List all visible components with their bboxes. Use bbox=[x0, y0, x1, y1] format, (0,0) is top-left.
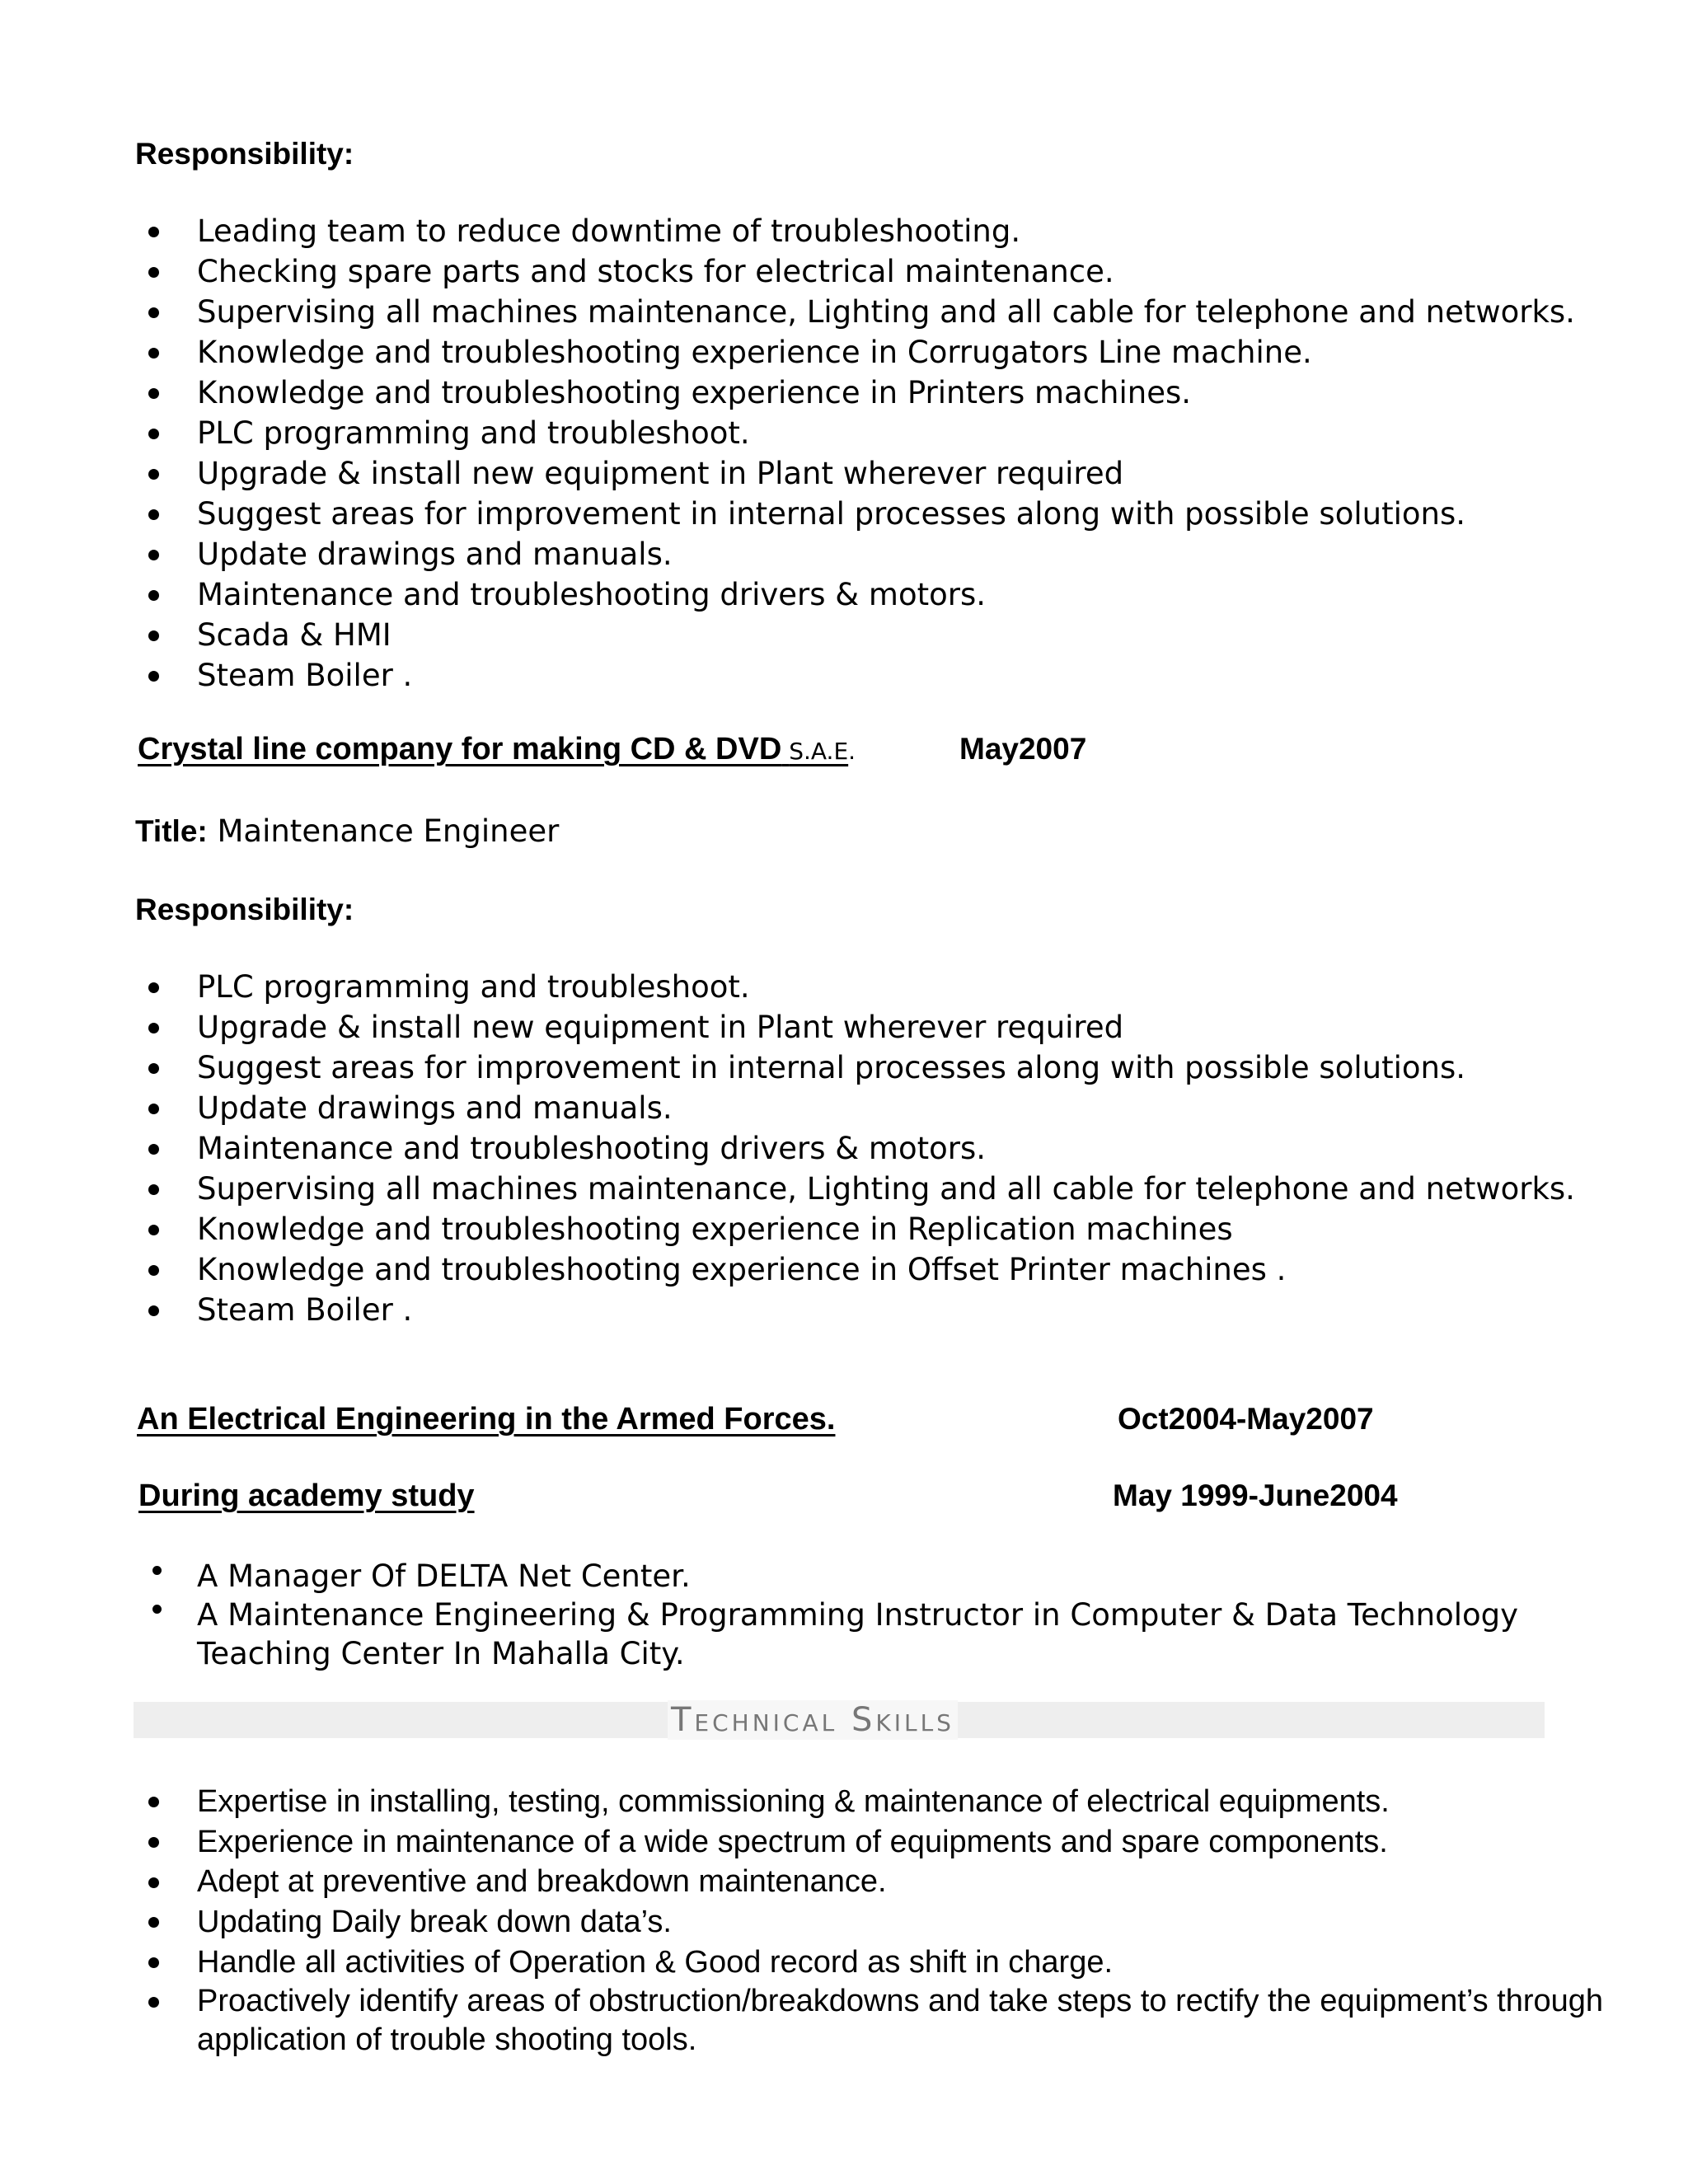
list-item: PLC programming and troubleshoot. bbox=[135, 967, 1575, 1007]
company-name: During academy study bbox=[138, 1479, 475, 1513]
section-title-technical-skills: Technical Skills bbox=[668, 1700, 958, 1740]
list-item: Update drawings and manuals. bbox=[135, 1088, 1575, 1128]
technical-skills-list bbox=[135, 1782, 1648, 2060]
list-item: Expertise in installing, testing, commissioning & maintenance of electrical equipments. bbox=[135, 1782, 1648, 1822]
list-item: PLC programming and troubleshoot. bbox=[135, 413, 1575, 453]
list-item: A Maintenance Engineering & Programming Instructor in Computer & Data Technology Teaching Center In Mahalla City. bbox=[135, 1596, 1557, 1673]
company-name: Crystal line company for making CD & DVD bbox=[138, 732, 782, 766]
list-item: Suggest areas for improvement in internal processes along with possible solutions. bbox=[135, 494, 1575, 534]
bullet-icon bbox=[148, 1797, 159, 1807]
bullet-icon bbox=[148, 590, 159, 601]
list-item: Suggest areas for improvement in internal processes along with possible solutions. bbox=[135, 1047, 1575, 1088]
bullet-icon bbox=[148, 1184, 159, 1195]
bullet-icon bbox=[148, 630, 159, 641]
square-bullet-icon bbox=[152, 1605, 162, 1614]
bullet-icon bbox=[148, 227, 159, 237]
list-item: Maintenance and troubleshooting drivers & motors. bbox=[135, 574, 1575, 615]
list-item: Checking spare parts and stocks for electrical maintenance. bbox=[135, 251, 1575, 292]
bullet-icon bbox=[148, 1063, 159, 1074]
bullet-icon bbox=[148, 550, 159, 560]
job-date: May 1999-June2004 bbox=[1113, 1479, 1398, 1512]
bullet-icon bbox=[148, 307, 159, 318]
company-suffix: S.A.E bbox=[789, 738, 849, 765]
list-item: A Manager Of DELTA Net Center. bbox=[135, 1557, 1557, 1596]
academy-list bbox=[135, 1557, 1557, 1673]
list-item: Knowledge and troubleshooting experience in Replication machines bbox=[135, 1209, 1575, 1249]
list-item: Knowledge and troubleshooting experience in Corrugators Line machine. bbox=[135, 332, 1575, 373]
bullet-icon bbox=[148, 1305, 159, 1316]
bullet-icon bbox=[148, 1997, 159, 2008]
bullet-icon bbox=[148, 509, 159, 520]
list-item: Scada & HMI bbox=[135, 615, 1575, 655]
responsibility-list-1 bbox=[135, 211, 1575, 696]
list-item: Experience in maintenance of a wide spectrum of equipments and spare components. bbox=[135, 1822, 1648, 1863]
job-title-line bbox=[135, 813, 559, 850]
list-item: Upgrade & install new equipment in Plant wherever required bbox=[135, 453, 1575, 494]
bullet-icon bbox=[148, 982, 159, 993]
bullet-icon bbox=[148, 1265, 159, 1276]
job-company-armed-forces bbox=[137, 1401, 835, 1437]
bullet-icon bbox=[148, 1225, 159, 1235]
job-company-academy bbox=[138, 1478, 475, 1514]
bullet-icon bbox=[148, 267, 159, 278]
bullet-icon bbox=[148, 1957, 159, 1968]
bullet-icon bbox=[148, 1877, 159, 1888]
list-item: Supervising all machines maintenance, Lighting and all cable for telephone and networks. bbox=[135, 1169, 1575, 1209]
bullet-icon bbox=[148, 348, 159, 359]
list-item: Proactively identify areas of obstruction/breakdowns and take steps to rectify the equipment’s through application of trouble shooting tools. bbox=[135, 1982, 1648, 2060]
bullet-icon bbox=[148, 388, 159, 399]
list-item: Steam Boiler . bbox=[135, 655, 1575, 696]
list-item: Update drawings and manuals. bbox=[135, 534, 1575, 574]
responsibility-heading: Responsibility: bbox=[135, 893, 354, 926]
list-item: Handle all activities of Operation & Good record as shift in charge. bbox=[135, 1943, 1648, 1983]
bullet-icon bbox=[148, 1023, 159, 1033]
list-item: Steam Boiler . bbox=[135, 1290, 1575, 1330]
list-item: Knowledge and troubleshooting experience in Offset Printer machines . bbox=[135, 1249, 1575, 1290]
list-item: Knowledge and troubleshooting experience in Printers machines. bbox=[135, 373, 1575, 413]
bullet-icon bbox=[148, 469, 159, 480]
job-date: May2007 bbox=[959, 732, 1087, 766]
bullet-icon bbox=[148, 1917, 159, 1928]
bullet-icon bbox=[148, 1837, 159, 1848]
square-bullet-icon bbox=[152, 1566, 162, 1575]
list-item: Updating Daily break down data’s. bbox=[135, 1902, 1648, 1943]
bullet-icon bbox=[148, 1144, 159, 1155]
bullet-icon bbox=[148, 671, 159, 682]
list-item: Adept at preventive and breakdown maintenance. bbox=[135, 1862, 1648, 1902]
title-label: Title: bbox=[135, 814, 208, 848]
list-item: Supervising all machines maintenance, Lighting and all cable for telephone and networks. bbox=[135, 292, 1575, 332]
bullet-icon bbox=[148, 429, 159, 439]
responsibility-heading: Responsibility: bbox=[135, 137, 354, 171]
company-name: An Electrical Engineering in the Armed Forces. bbox=[137, 1402, 836, 1436]
responsibility-list-2 bbox=[135, 967, 1575, 1330]
bullet-icon bbox=[148, 1104, 159, 1114]
list-item: Maintenance and troubleshooting drivers & motors. bbox=[135, 1128, 1575, 1169]
list-item: Upgrade & install new equipment in Plant wherever required bbox=[135, 1007, 1575, 1047]
job-date: Oct2004-May2007 bbox=[1118, 1402, 1374, 1436]
job-company-crystal-line: Crystal line company for making CD & DVD S.A.E. bbox=[138, 732, 856, 766]
title-value: Maintenance Engineer bbox=[217, 813, 560, 849]
list-item: Leading team to reduce downtime of troubleshooting. bbox=[135, 211, 1575, 251]
